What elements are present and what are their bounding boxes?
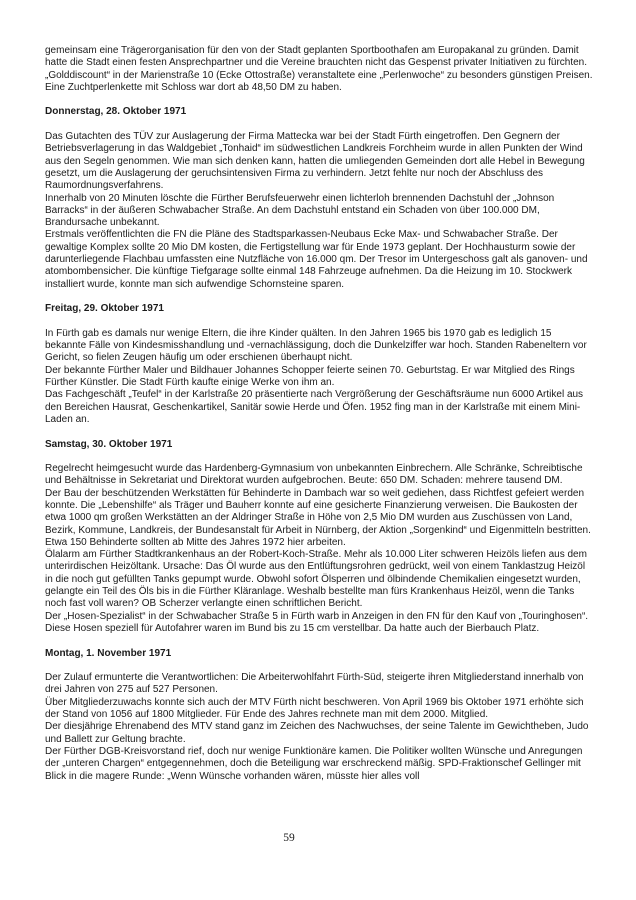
section-samstag-30-oktober (45, 439, 593, 636)
section-montag-1-november (45, 648, 593, 783)
body-paragraph: Über Mitgliederzuwachs konnte sich auch der MTV Fürth nicht beschweren. Von April 1969 bis Oktober 1971 erhöhte sich der Stand von 1056 auf 1800 Mitglieder. Für Ende des Jahres rechnete man mit dem 2000. Mitglied. (45, 696, 584, 721)
section-donnerstag-28-oktober (45, 106, 593, 290)
body-paragraph: Der bekannte Fürther Maler und Bildhauer Johannes Schopper feierte seinen 70. Geburtstag. Er war Mitglied des Rings Fürther Künstler. Die Stadt Fürth kaufte einige Werke von ihm an. (45, 364, 575, 389)
body-paragraph: Der „Hosen-Spezialist“ in der Schwabacher Straße 5 in Fürth warb in Anzeigen in den FN für den Kauf von „Touringhosen“. Diese Hosen speziell für Autofahrer waren im Bund bis zu 15 cm verstellbar. Da hatte auch der Bierbauch Platz. (45, 610, 589, 634)
body-paragraph: Der Fürther DGB-Kreisvorstand rief, doch nur wenige Funktionäre kamen. Die Politiker wollten Wünsche und Anregungen der „unteren Chargen“ entgegennehmen, doch die Beteiligung war erschreckend mäßig. SPD-Fraktionschef Gellinger mit Blick in die magere Runde: „Wenn Wünsche vorhanden wären, müsste hier alles voll (45, 745, 583, 782)
date-heading: Montag, 1. November 1971 (45, 647, 172, 659)
section-freitag-29-oktober (45, 303, 593, 426)
body-paragraph: In Fürth gab es damals nur wenige Eltern, die ihre Kinder quälten. In den Jahren 1965 bis 1970 gab es lediglich 15 bekannte Fälle von Kindesmisshandlung und -vernachlässigung, doch die Dunkelziffer war hoch. Standen Rabeneltern vor Gericht, so fielen Zeugen häufig um oder erschienen überhaupt nicht. (45, 327, 587, 364)
date-heading: Donnerstag, 28. Oktober 1971 (45, 106, 187, 118)
body-paragraph: Das Fachgeschäft „Teufel“ in der Karlstraße 20 präsentierte nach Vergrößerung der Geschäftsräume nun 6000 Artikel aus den Bereichen Hausrat, Geschenkartikel, Sanitär sowie Herde und Öfen. 1952 fing man in der Karlstraße mit einem Mini-Laden an. (45, 389, 584, 425)
body-paragraph: „Golddiscount“ in der Marienstraße 10 (Ecke Ottostraße) veranstaltete eine „Perlenwoche“ zu besonders günstigen Preisen. Eine Zuchtperlenkette mit Schloss war dort ab 48,50 DM zu haben. (45, 69, 593, 93)
body-paragraph: Der Bau der beschützenden Werkstätten für Behinderte in Dambach war so weit gediehen, dass Richtfest gefeiert werden konnte. Die „Lebenshilfe“ als Träger und Bauherr konnte auf eine gesicherte Finanzierung verweisen. Die Baukosten der etwa 1000 qm großen Werkstätten an der Aldringer Straße in Höhe von 2,5 Mio DM wurden aus Zuschüssen von Land, Bezirk, Kommune, Landkreis, der Bundesanstalt für Arbeit in Nürnberg, der Aktion „Sorgenkind“ und Eigenmitteln bestritten. Etwa 150 Behinderte sollten ab Mitte des Jahres 1972 hier arbeiten. (45, 487, 591, 548)
page-content (45, 45, 593, 783)
body-paragraph: gemeinsam eine Trägerorganisation für den von der Stadt geplanten Sportboothafen am Europakanal zu gründen. Damit hatte die Stadt einen festen Ansprechpartner und die Vereine brauchten nicht das Gespenst privater Initiativen zu fürchten. (45, 45, 588, 69)
body-paragraph: Das Gutachten des TÜV zur Auslagerung der Firma Mattecka war bei der Stadt Fürth eingetroffen. Den Gegnern der Betriebsverlagerung in das Waldgebiet „Tonhaid“ im südwestlichen Landkreis Forchheim wurde in allen Punkten der Wind aus den Segeln genommen. Wie man sich denken kann, hatten die umliegenden Gemeinden dort alle Hebel in Bewegung gesetzt, um die Auslagerung der geruchsintensiven Firma zu verhindern. Jetzt fehlte nur noch der Abschluss des Raumordnungsverfahrens. (45, 131, 585, 192)
body-paragraph: Der diesjährige Ehrenabend des MTV stand ganz im Zeichen des Nachwuchses, der seine Talente im Gewichtheben, Judo und Ballett zur Geltung brachte. (45, 721, 589, 745)
section-continuation (45, 45, 593, 94)
body-paragraph: Innerhalb von 20 Minuten löschte die Fürther Berufsfeuerwehr einen lichterloh brennenden Dachstuhl der „Johnson Barracks“ in der äußeren Schwabacher Straße. An dem Dachstuhl entstand ein Schaden von über 100.000 DM, Brandursache unbekannt. (45, 192, 555, 229)
date-heading: Freitag, 29. Oktober 1971 (45, 303, 164, 315)
body-paragraph: Der Zulauf ermunterte die Verantwortlichen: Die Arbeiterwohlfahrt Fürth-Süd, steigerte ihren Mitgliederstand innerhalb von drei Jahren von 275 auf 527 Personen. (45, 672, 584, 696)
body-paragraph: Erstmals veröffentlichten die FN die Pläne des Stadtsparkassen-Neubaus Ecke Max- und Schwabacher Straße. Der gewaltige Komplex sollte 20 Mio DM kosten, die Fertigstellung war für Ende 1973 geplant. Der Hochhausturm sowie der darunterliegende Flachbau umfassten eine Nutzfläche von 16.000 qm. Der Tresor im Untergeschoss galt als ganoven- und atombombensicher. Die künftige Tiefgarage sollte einmal 148 Fahrzeuge aufnehmen. Da die Heizung im 10. Stockwerk installiert wurde, konnte man sich aufwendige Schornsteine sparen. (45, 229, 588, 290)
body-paragraph: Regelrecht heimgesucht wurde das Hardenberg-Gymnasium von unbekannten Einbrechern. Alle Schränke, Schreibtische und Behältnisse in Sekretariat und Direktorat wurden aufgebrochen. Beute: 650 DM. Schaden: mehrere tausend DM. (45, 463, 583, 487)
page-number: 59 (283, 832, 295, 844)
body-paragraph: Ölalarm am Fürther Stadtkrankenhaus an der Robert-Koch-Straße. Mehr als 10.000 Liter schweren Heizöls liefen aus dem unterirdischen Heizöltank. Ursache: Das Öl wurde aus den Entlüftungsrohren gedrückt, weil von einem Tanklastzug Heizöl in die noch gut gefüllten Tanks gepumpt wurde. Obwohl sofort Ölsperren und ölbindende Chemikalien eingesetzt wurden, gelangte ein Teil des Öls bis in die Fürther Kläranlage. Weshalb bestellte man fürs Krankenhaus Heizöl, wenn die Tanks noch fast voll waren? OB Scherzer verlangte einen schriftlichen Bericht. (45, 549, 587, 610)
date-heading: Samstag, 30. Oktober 1971 (45, 438, 173, 450)
